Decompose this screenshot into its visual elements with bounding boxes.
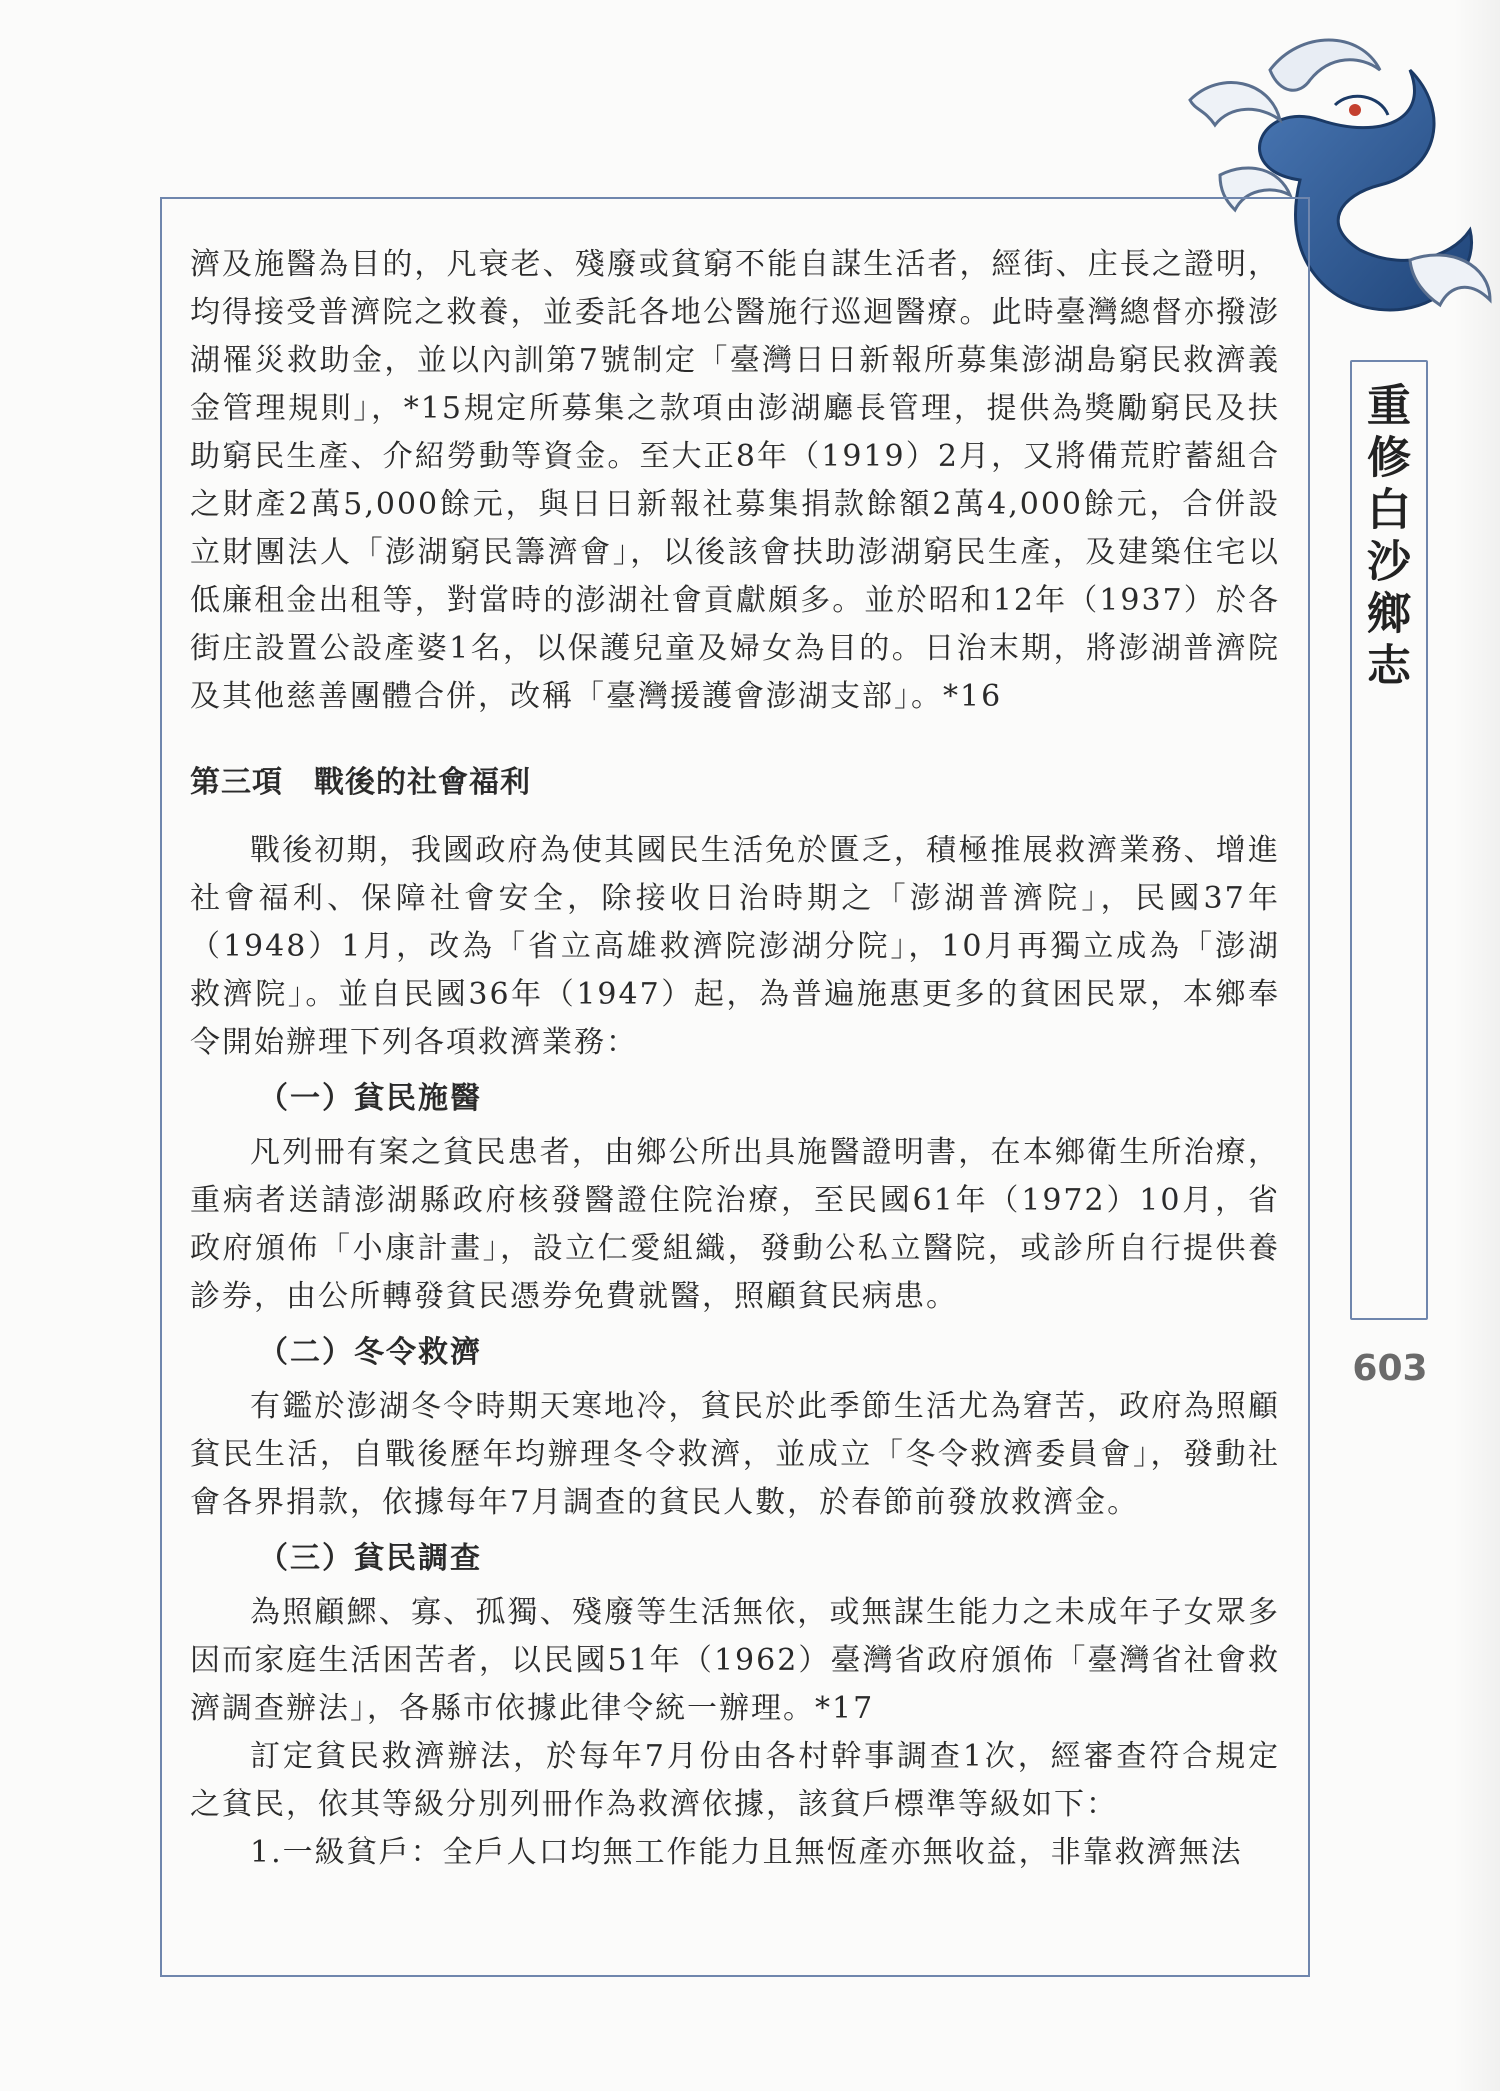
main-text [190, 241, 1280, 1877]
paragraph: 有鑑於澎湖冬令時期天寒地冷，貧民於此季節生活尤為窘苦，政府為照顧貧民生活，自戰後歷年均辦理冬令救濟，並成立「冬令救濟委員會」，發動社會各界捐款，依據每年7月調查的貧民人數，於春節前發放救濟金。 [190, 1389, 1280, 1520]
book-title: 重修白沙鄉志 [1359, 382, 1410, 694]
section-title: 第三項 戰後的社會福利 [190, 765, 531, 800]
subheading: （二）冬令救濟 [258, 1335, 482, 1370]
list-item: 1.一級貧戶：全戶人口均無工作能力且無恆產亦無收益，非靠救濟無法 [250, 1835, 1243, 1870]
paragraph: 訂定貧民救濟辦法，於每年7月份由各村幹事調查1次，經審查符合規定之貧民，依其等級分別列冊作為救濟依據，該貧戶標準等級如下： [190, 1739, 1280, 1822]
paragraph: 戰後初期，我國政府為使其國民生活免於匱乏，積極推展救濟業務、增進社會福利、保障社會安全，除接收日治時期之「澎湖普濟院」，民國37年（1948）1月，改為「省立高雄救濟院澎湖分院」，10月再獨立成為「澎湖救濟院」。並自民國36年（1947）起，為普遍施惠更多的貧困民眾，本鄉奉令開始辦理下列各項救濟業務： [190, 833, 1280, 1060]
page-number: 603 [1352, 1348, 1428, 1389]
subheading: （一）貧民施醫 [258, 1081, 482, 1116]
paragraph: 為照顧鰥、寡、孤獨、殘廢等生活無依，或無謀生能力之未成年子女眾多因而家庭生活困苦者，以民國51年（1962）臺灣省政府頒佈「臺灣省社會救濟調查辦法」，各縣市依據此律令統一辦理。*17 [190, 1595, 1280, 1726]
paragraph-continued: 濟及施醫為目的，凡衰老、殘廢或貧窮不能自謀生活者，經街、庄長之證明，均得接受普濟院之救養，並委託各地公醫施行巡迴醫療。此時臺灣總督亦撥澎湖罹災救助金，並以內訓第7號制定「臺灣日日新報所募集澎湖島窮民救濟義金管理規則」，*15規定所募集之款項由澎湖廳長管理，提供為獎勵窮民及扶助窮民生產、介紹勞動等資金。至大正8年（1919）2月，又將備荒貯蓄組合之財產2萬5,000餘元，與日日新報社募集捐款餘額2萬4,000餘元，合併設立財團法人「澎湖窮民籌濟會」，以後該會扶助澎湖窮民生產，及建築住宅以低廉租金出租等，對當時的澎湖社會貢獻頗多。並於昭和12年（1937）於各街庄設置公設產婆1名，以保護兒童及婦女為目的。日治末期，將澎湖普濟院及其他慈善團體合併，改稱「臺灣援護會澎湖支部」。*16 [190, 247, 1280, 714]
subheading: （三）貧民調查 [258, 1541, 482, 1576]
paragraph: 凡列冊有案之貧民患者，由鄉公所出具施醫證明書，在本鄉衛生所治療，重病者送請澎湖縣政府核發醫證住院治療，至民國61年（1972）10月，省政府頒佈「小康計畫」，設立仁愛組織，發動公私立醫院，或診所自行提供養診券，由公所轉發貧民憑券免費就醫，照顧貧民病患。 [190, 1135, 1280, 1314]
